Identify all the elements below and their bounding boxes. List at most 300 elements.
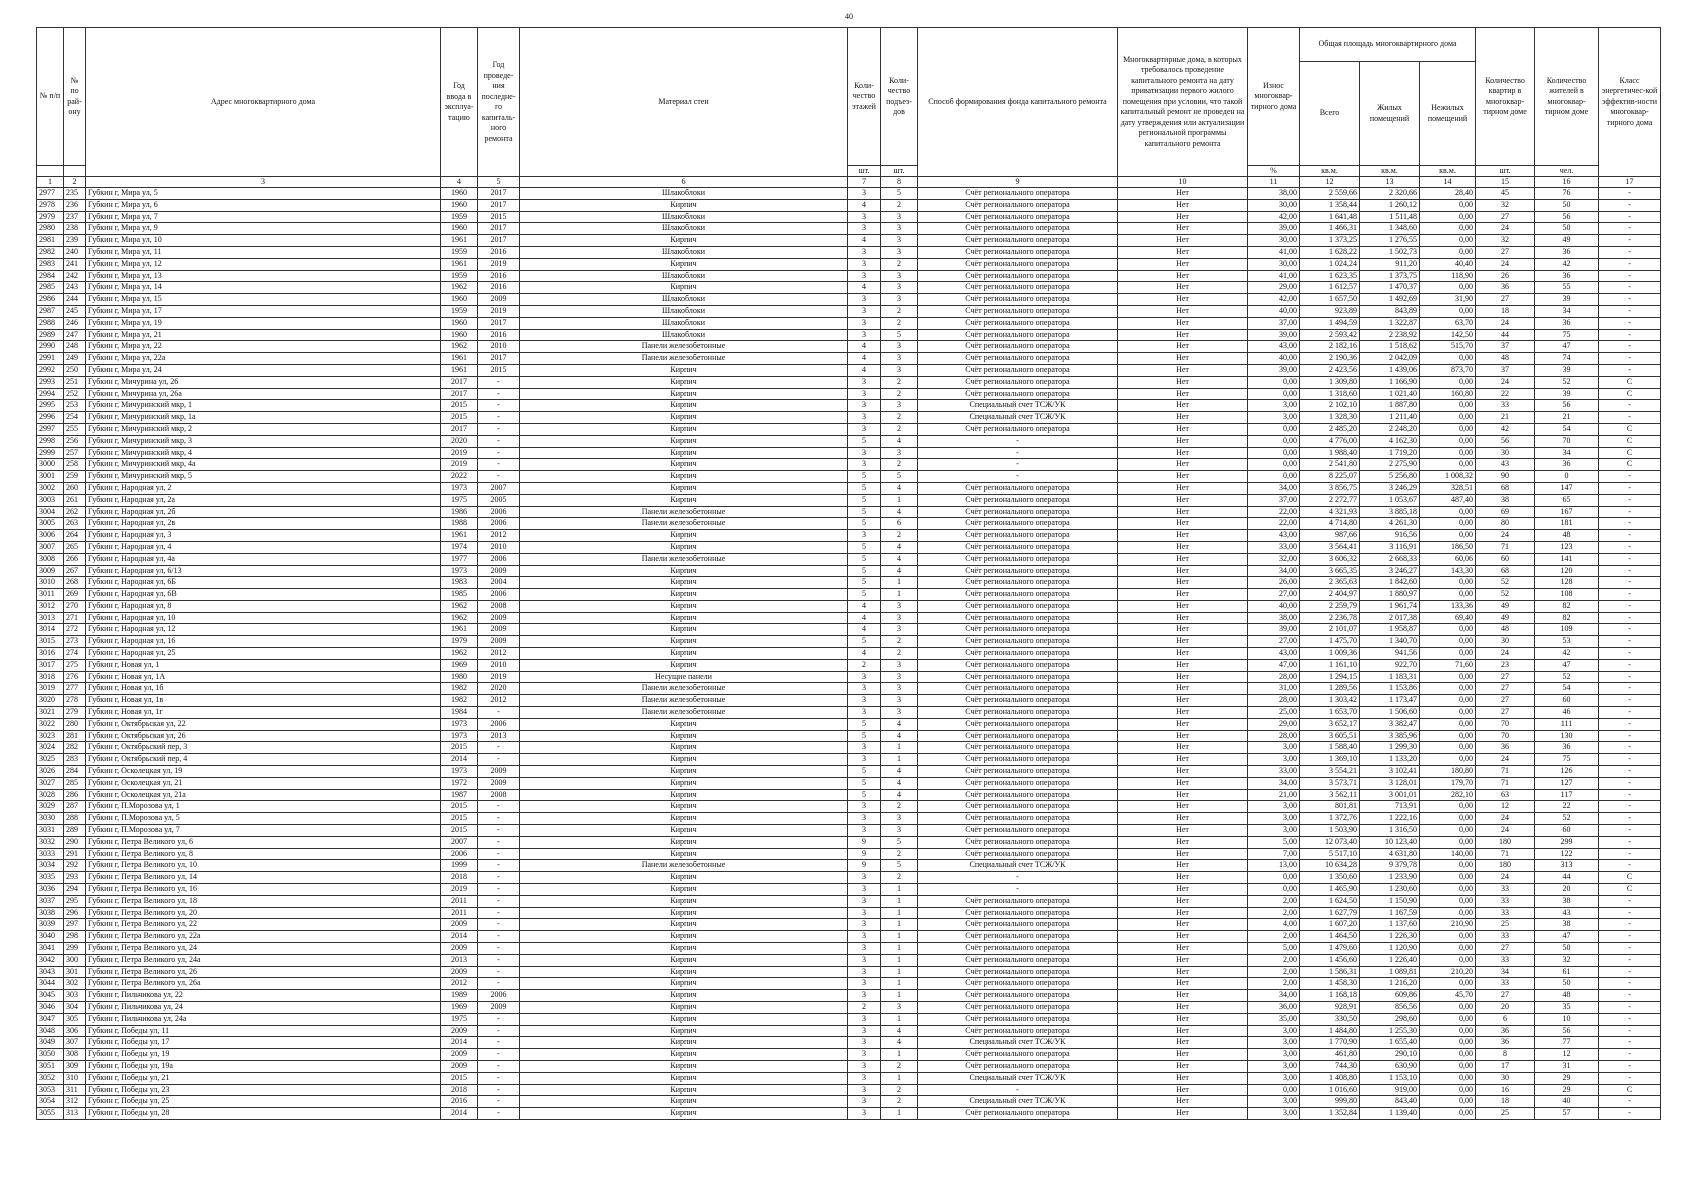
cell-address: Губкин г, Народная ул, 4 xyxy=(86,541,441,553)
cell-entrances: 2 xyxy=(881,801,918,813)
cell-area-nonresidential: 0,00 xyxy=(1420,978,1476,990)
table-row xyxy=(37,707,1661,719)
cell-area-total: 1 016,60 xyxy=(1300,1084,1360,1096)
cell-wear: 3,00 xyxy=(1248,742,1300,754)
cell-area-total: 1 464,50 xyxy=(1300,931,1360,943)
cell-area-nonresidential: 0,00 xyxy=(1420,530,1476,542)
cell-address: Губкин г, Народная ул, 2в xyxy=(86,518,441,530)
cell-district-number: 298 xyxy=(64,931,86,943)
cell-area-residential: 1 021,40 xyxy=(1360,388,1420,400)
cell-floors: 3 xyxy=(848,294,881,306)
cell-apartments: 27 xyxy=(1476,695,1535,707)
cell-area-nonresidential: 0,00 xyxy=(1420,954,1476,966)
cell-area-nonresidential: 31,90 xyxy=(1420,294,1476,306)
cell-wall-material: Панели железобетонные xyxy=(520,695,848,707)
cell-row-number: 3007 xyxy=(37,541,64,553)
cell-floors: 5 xyxy=(848,494,881,506)
cell-residents: 56 xyxy=(1535,211,1599,223)
cell-area-nonresidential: 0,00 xyxy=(1420,412,1476,424)
cell-residents: 70 xyxy=(1535,435,1599,447)
cell-residents: 50 xyxy=(1535,943,1599,955)
cell-area-residential: 1 133,20 xyxy=(1360,754,1420,766)
cell-area-nonresidential: 133,36 xyxy=(1420,600,1476,612)
cell-residents: 39 xyxy=(1535,364,1599,376)
cell-address: Губкин г, Пильчикова ул, 24а xyxy=(86,1013,441,1025)
cell-district-number: 304 xyxy=(64,1001,86,1013)
cell-district-number: 303 xyxy=(64,990,86,1002)
cell-address: Губкин г, Октябрьский пер, 3 xyxy=(86,742,441,754)
table-row xyxy=(37,577,1661,589)
cell-address: Губкин г, Мира ул, 11 xyxy=(86,246,441,258)
cell-privatization-repair: Нет xyxy=(1118,246,1248,258)
cell-area-nonresidential: 140,00 xyxy=(1420,848,1476,860)
cell-area-residential: 911,20 xyxy=(1360,258,1420,270)
cell-privatization-repair: Нет xyxy=(1118,990,1248,1002)
cell-last-repair-year: 2012 xyxy=(478,695,520,707)
cell-privatization-repair: Нет xyxy=(1118,1001,1248,1013)
cell-wear: 0,00 xyxy=(1248,388,1300,400)
table-row xyxy=(37,825,1661,837)
cell-privatization-repair: Нет xyxy=(1118,978,1248,990)
cell-district-number: 246 xyxy=(64,317,86,329)
cell-entrances: 5 xyxy=(881,836,918,848)
cell-address: Губкин г, Мира ул, 24 xyxy=(86,364,441,376)
cell-district-number: 283 xyxy=(64,754,86,766)
cell-fund-method: Счёт регионального оператора xyxy=(918,813,1118,825)
cell-floors: 3 xyxy=(848,931,881,943)
cell-fund-method: Счёт регионального оператора xyxy=(918,305,1118,317)
cell-year-built: 2018 xyxy=(441,872,478,884)
cell-address: Губкин г, Народная ул, 3 xyxy=(86,530,441,542)
cell-apartments: 21 xyxy=(1476,412,1535,424)
cell-wear: 30,00 xyxy=(1248,199,1300,211)
cell-area-residential: 1 439,06 xyxy=(1360,364,1420,376)
cell-wall-material: Кирпич xyxy=(520,282,848,294)
cell-wall-material: Кирпич xyxy=(520,836,848,848)
cell-area-nonresidential: 142,50 xyxy=(1420,329,1476,341)
cell-energy-class: - xyxy=(1599,400,1661,412)
cell-district-number: 302 xyxy=(64,978,86,990)
cell-privatization-repair: Нет xyxy=(1118,1072,1248,1084)
cell-area-residential: 1 880,97 xyxy=(1360,589,1420,601)
table-row xyxy=(37,235,1661,247)
cell-fund-method: Счёт регионального оператора xyxy=(918,376,1118,388)
cell-row-number: 2999 xyxy=(37,447,64,459)
cell-entrances: 4 xyxy=(881,435,918,447)
cell-privatization-repair: Нет xyxy=(1118,943,1248,955)
cell-apartments: 36 xyxy=(1476,742,1535,754)
table-row xyxy=(37,199,1661,211)
cell-last-repair-year: - xyxy=(478,1072,520,1084)
cell-energy-class: С xyxy=(1599,423,1661,435)
cell-fund-method: Счёт регионального оператора xyxy=(918,317,1118,329)
cell-entrances: 1 xyxy=(881,742,918,754)
cell-floors: 3 xyxy=(848,412,881,424)
cell-wear: 22,00 xyxy=(1248,506,1300,518)
cell-district-number: 301 xyxy=(64,966,86,978)
cell-address: Губкин г, Народная ул, 2 xyxy=(86,482,441,494)
cell-wear: 28,00 xyxy=(1248,730,1300,742)
cell-residents: 20 xyxy=(1535,884,1599,896)
cell-area-nonresidential: 0,00 xyxy=(1420,435,1476,447)
cell-privatization-repair: Нет xyxy=(1118,577,1248,589)
cell-address: Губкин г, Петра Великого ул, 22 xyxy=(86,919,441,931)
table-row xyxy=(37,943,1661,955)
cell-area-total: 1 358,44 xyxy=(1300,199,1360,211)
cell-last-repair-year: - xyxy=(478,848,520,860)
table-row xyxy=(37,884,1661,896)
cell-address: Губкин г, Пильчикова ул, 22 xyxy=(86,990,441,1002)
cell-row-number: 2995 xyxy=(37,400,64,412)
cell-floors: 5 xyxy=(848,589,881,601)
cell-district-number: 247 xyxy=(64,329,86,341)
cell-energy-class: - xyxy=(1599,364,1661,376)
cell-year-built: 1960 xyxy=(441,329,478,341)
table-row xyxy=(37,364,1661,376)
cell-area-nonresidential: 0,00 xyxy=(1420,742,1476,754)
cell-address: Губкин г, Мичуринский мкр, 4а xyxy=(86,459,441,471)
cell-wear: 3,00 xyxy=(1248,1060,1300,1072)
cell-wear: 13,00 xyxy=(1248,860,1300,872)
cell-area-total: 1 456,60 xyxy=(1300,954,1360,966)
cell-floors: 4 xyxy=(848,600,881,612)
cell-fund-method: Счёт регионального оператора xyxy=(918,1001,1118,1013)
cell-address: Губкин г, Народная ул, 6В xyxy=(86,589,441,601)
table-row xyxy=(37,907,1661,919)
cell-energy-class: - xyxy=(1599,707,1661,719)
cell-wear: 0,00 xyxy=(1248,376,1300,388)
cell-address: Губкин г, Мира ул, 17 xyxy=(86,305,441,317)
cell-entrances: 3 xyxy=(881,612,918,624)
cell-apartments: 24 xyxy=(1476,376,1535,388)
cell-energy-class: - xyxy=(1599,518,1661,530)
cell-residents: 141 xyxy=(1535,553,1599,565)
cell-last-repair-year: - xyxy=(478,1084,520,1096)
cell-energy-class: - xyxy=(1599,848,1661,860)
cell-apartments: 20 xyxy=(1476,1001,1535,1013)
cell-area-total: 3 606,32 xyxy=(1300,553,1360,565)
cell-entrances: 2 xyxy=(881,636,918,648)
cell-wear: 37,00 xyxy=(1248,494,1300,506)
cell-fund-method: Счёт регионального оператора xyxy=(918,707,1118,719)
cell-entrances: 1 xyxy=(881,754,918,766)
cell-floors: 3 xyxy=(848,329,881,341)
cell-residents: 36 xyxy=(1535,270,1599,282)
cell-fund-method: Счёт регионального оператора xyxy=(918,671,1118,683)
cell-fund-method: Счёт регионального оператора xyxy=(918,530,1118,542)
cell-area-nonresidential: 0,00 xyxy=(1420,589,1476,601)
cell-area-total: 1 607,20 xyxy=(1300,919,1360,931)
table-row xyxy=(37,188,1661,200)
cell-last-repair-year: 2009 xyxy=(478,612,520,624)
cell-residents: 130 xyxy=(1535,730,1599,742)
cell-area-nonresidential: 0,00 xyxy=(1420,943,1476,955)
cell-entrances: 2 xyxy=(881,1096,918,1108)
table-row xyxy=(37,612,1661,624)
cell-privatization-repair: Нет xyxy=(1118,317,1248,329)
cell-floors: 5 xyxy=(848,435,881,447)
cell-residents: 57 xyxy=(1535,1108,1599,1120)
cell-wear: 22,00 xyxy=(1248,518,1300,530)
cell-floors: 3 xyxy=(848,1084,881,1096)
cell-area-residential: 4 162,30 xyxy=(1360,435,1420,447)
cell-address: Губкин г, Новая ул, 1А xyxy=(86,671,441,683)
cell-wear: 28,00 xyxy=(1248,695,1300,707)
cell-area-total: 1 309,80 xyxy=(1300,376,1360,388)
cell-floors: 2 xyxy=(848,659,881,671)
cell-area-nonresidential: 0,00 xyxy=(1420,872,1476,884)
cell-area-total: 2 102,10 xyxy=(1300,400,1360,412)
cell-district-number: 258 xyxy=(64,459,86,471)
cell-entrances: 2 xyxy=(881,1084,918,1096)
cell-year-built: 2014 xyxy=(441,1037,478,1049)
cell-residents: 56 xyxy=(1535,400,1599,412)
cell-floors: 3 xyxy=(848,223,881,235)
table-row xyxy=(37,1108,1661,1120)
cell-apartments: 18 xyxy=(1476,1096,1535,1108)
cell-district-number: 266 xyxy=(64,553,86,565)
unit-apartments: шт. xyxy=(1476,166,1535,177)
cell-entrances: 1 xyxy=(881,494,918,506)
cell-floors: 3 xyxy=(848,1072,881,1084)
cell-entrances: 6 xyxy=(881,518,918,530)
header-apartments: Количество квартир в многоквар-тирном доме xyxy=(1476,28,1535,166)
table-row xyxy=(37,789,1661,801)
header-row-number: № п/п xyxy=(37,28,64,166)
cell-district-number: 276 xyxy=(64,671,86,683)
cell-wall-material: Панели железобетонные xyxy=(520,506,848,518)
cell-fund-method: Счёт регионального оператора xyxy=(918,600,1118,612)
table-row xyxy=(37,329,1661,341)
cell-apartments: 90 xyxy=(1476,471,1535,483)
cell-floors: 3 xyxy=(848,376,881,388)
cell-privatization-repair: Нет xyxy=(1118,624,1248,636)
cell-row-number: 3053 xyxy=(37,1084,64,1096)
cell-address: Губкин г, Новая ул, 1б xyxy=(86,683,441,695)
cell-address: Губкин г, Петра Великого ул, 24а xyxy=(86,954,441,966)
cell-area-residential: 3 128,01 xyxy=(1360,777,1420,789)
cell-area-total: 1 294,15 xyxy=(1300,671,1360,683)
cell-area-total: 1 408,80 xyxy=(1300,1072,1360,1084)
cell-energy-class: - xyxy=(1599,825,1661,837)
cell-year-built: 2019 xyxy=(441,884,478,896)
cell-fund-method: Счёт регионального оператора xyxy=(918,388,1118,400)
cell-residents: 54 xyxy=(1535,683,1599,695)
cell-apartments: 33 xyxy=(1476,400,1535,412)
table-row xyxy=(37,589,1661,601)
cell-area-nonresidential: 0,00 xyxy=(1420,305,1476,317)
cell-wall-material: Шлакоблоки xyxy=(520,211,848,223)
cell-area-total: 1 588,40 xyxy=(1300,742,1360,754)
cell-year-built: 1961 xyxy=(441,353,478,365)
cell-address: Губкин г, Пильчикова ул, 24 xyxy=(86,1001,441,1013)
cell-fund-method: Счёт регионального оператора xyxy=(918,494,1118,506)
cell-row-number: 3022 xyxy=(37,718,64,730)
table-row xyxy=(37,423,1661,435)
cell-area-residential: 2 668,33 xyxy=(1360,553,1420,565)
cell-entrances: 3 xyxy=(881,341,918,353)
cell-area-residential: 609,86 xyxy=(1360,990,1420,1002)
cell-apartments: 18 xyxy=(1476,305,1535,317)
cell-energy-class: - xyxy=(1599,990,1661,1002)
cell-energy-class: - xyxy=(1599,919,1661,931)
cell-privatization-repair: Нет xyxy=(1118,494,1248,506)
cell-area-nonresidential: 0,00 xyxy=(1420,423,1476,435)
cell-row-number: 3036 xyxy=(37,884,64,896)
cell-floors: 3 xyxy=(848,188,881,200)
cell-fund-method: Счёт регионального оператора xyxy=(918,246,1118,258)
cell-wear: 34,00 xyxy=(1248,990,1300,1002)
cell-entrances: 1 xyxy=(881,1013,918,1025)
cell-wall-material: Шлакоблоки xyxy=(520,270,848,282)
cell-district-number: 297 xyxy=(64,919,86,931)
cell-year-built: 2015 xyxy=(441,813,478,825)
cell-row-number: 3031 xyxy=(37,825,64,837)
cell-address: Губкин г, Победы ул, 21 xyxy=(86,1072,441,1084)
cell-district-number: 300 xyxy=(64,954,86,966)
cell-residents: 120 xyxy=(1535,565,1599,577)
cell-row-number: 2984 xyxy=(37,270,64,282)
cell-year-built: 2013 xyxy=(441,954,478,966)
cell-area-total: 1 168,18 xyxy=(1300,990,1360,1002)
cell-wear: 0,00 xyxy=(1248,435,1300,447)
cell-address: Губкин г, Мира ул, 5 xyxy=(86,188,441,200)
cell-wear: 4,00 xyxy=(1248,919,1300,931)
cell-district-number: 269 xyxy=(64,589,86,601)
cell-energy-class: - xyxy=(1599,223,1661,235)
cell-wall-material: Кирпич xyxy=(520,530,848,542)
cell-year-built: 1982 xyxy=(441,683,478,695)
cell-entrances: 2 xyxy=(881,412,918,424)
cell-energy-class: - xyxy=(1599,954,1661,966)
header-total-area-group: Общая площадь многоквартирного дома xyxy=(1300,28,1476,62)
cell-wall-material: Кирпич xyxy=(520,541,848,553)
cell-area-total: 1 503,90 xyxy=(1300,825,1360,837)
cell-area-nonresidential: 0,00 xyxy=(1420,683,1476,695)
cell-fund-method: Счёт регионального оператора xyxy=(918,742,1118,754)
cell-last-repair-year: - xyxy=(478,966,520,978)
cell-year-built: 1973 xyxy=(441,718,478,730)
cell-address: Губкин г, Петра Великого ул, 16 xyxy=(86,884,441,896)
cell-residents: 34 xyxy=(1535,305,1599,317)
header-area-total: Всего xyxy=(1300,62,1360,166)
cell-year-built: 1959 xyxy=(441,246,478,258)
cell-district-number: 281 xyxy=(64,730,86,742)
cell-fund-method: Счёт регионального оператора xyxy=(918,919,1118,931)
cell-wall-material: Кирпич xyxy=(520,423,848,435)
cell-entrances: 5 xyxy=(881,329,918,341)
cell-floors: 3 xyxy=(848,813,881,825)
cell-floors: 3 xyxy=(848,459,881,471)
cell-privatization-repair: Нет xyxy=(1118,636,1248,648)
cell-area-residential: 10 123,40 xyxy=(1360,836,1420,848)
cell-area-residential: 1 153,86 xyxy=(1360,683,1420,695)
cell-address: Губкин г, Мира ул, 7 xyxy=(86,211,441,223)
cell-area-nonresidential: 0,00 xyxy=(1420,459,1476,471)
cell-district-number: 306 xyxy=(64,1025,86,1037)
cell-residents: 82 xyxy=(1535,612,1599,624)
cell-last-repair-year: - xyxy=(478,471,520,483)
cell-area-total: 1 289,56 xyxy=(1300,683,1360,695)
cell-floors: 3 xyxy=(848,530,881,542)
column-number: 6 xyxy=(520,177,848,188)
cell-area-residential: 856,56 xyxy=(1360,1001,1420,1013)
cell-district-number: 284 xyxy=(64,766,86,778)
cell-privatization-repair: Нет xyxy=(1118,895,1248,907)
column-number: 13 xyxy=(1360,177,1420,188)
header-last-repair-year: Год проведе-ния последне-го капиталь-ного ремонта xyxy=(478,28,520,177)
cell-district-number: 312 xyxy=(64,1096,86,1108)
cell-address: Губкин г, П.Морозова ул, 5 xyxy=(86,813,441,825)
cell-energy-class: - xyxy=(1599,895,1661,907)
cell-year-built: 2014 xyxy=(441,1108,478,1120)
cell-row-number: 3020 xyxy=(37,695,64,707)
cell-entrances: 3 xyxy=(881,671,918,683)
cell-row-number: 2996 xyxy=(37,412,64,424)
cell-wear: 39,00 xyxy=(1248,364,1300,376)
cell-year-built: 1960 xyxy=(441,223,478,235)
cell-row-number: 3012 xyxy=(37,600,64,612)
cell-area-nonresidential: 0,00 xyxy=(1420,860,1476,872)
cell-apartments: 33 xyxy=(1476,978,1535,990)
cell-area-nonresidential: 0,00 xyxy=(1420,1013,1476,1025)
cell-residents: 167 xyxy=(1535,506,1599,518)
cell-area-total: 2 559,66 xyxy=(1300,188,1360,200)
cell-year-built: 1962 xyxy=(441,600,478,612)
cell-area-nonresidential: 0,00 xyxy=(1420,353,1476,365)
table-row xyxy=(37,742,1661,754)
cell-wall-material: Кирпич xyxy=(520,459,848,471)
cell-area-nonresidential: 40,40 xyxy=(1420,258,1476,270)
cell-fund-method: Счёт регионального оператора xyxy=(918,718,1118,730)
table-row xyxy=(37,872,1661,884)
cell-area-nonresidential: 160,80 xyxy=(1420,388,1476,400)
cell-last-repair-year: 2017 xyxy=(478,353,520,365)
page-number: 40 xyxy=(845,12,853,21)
cell-entrances: 3 xyxy=(881,223,918,235)
cell-last-repair-year: 2006 xyxy=(478,553,520,565)
cell-fund-method: Счёт регионального оператора xyxy=(918,683,1118,695)
table-row xyxy=(37,836,1661,848)
cell-apartments: 71 xyxy=(1476,766,1535,778)
cell-fund-method: Счёт регионального оператора xyxy=(918,565,1118,577)
column-number-row xyxy=(37,177,1661,188)
cell-wall-material: Панели железобетонные xyxy=(520,353,848,365)
cell-wall-material: Кирпич xyxy=(520,813,848,825)
cell-floors: 5 xyxy=(848,718,881,730)
cell-area-residential: 1 137,60 xyxy=(1360,919,1420,931)
cell-fund-method: Счёт регионального оператора xyxy=(918,1025,1118,1037)
cell-privatization-repair: Нет xyxy=(1118,423,1248,435)
cell-entrances: 4 xyxy=(881,766,918,778)
cell-privatization-repair: Нет xyxy=(1118,270,1248,282)
cell-district-number: 245 xyxy=(64,305,86,317)
cell-privatization-repair: Нет xyxy=(1118,648,1248,660)
cell-row-number: 2983 xyxy=(37,258,64,270)
cell-entrances: 2 xyxy=(881,648,918,660)
cell-district-number: 307 xyxy=(64,1037,86,1049)
cell-privatization-repair: Нет xyxy=(1118,671,1248,683)
cell-privatization-repair: Нет xyxy=(1118,600,1248,612)
cell-year-built: 1989 xyxy=(441,990,478,1002)
cell-entrances: 3 xyxy=(881,270,918,282)
cell-year-built: 1973 xyxy=(441,565,478,577)
cell-row-number: 3001 xyxy=(37,471,64,483)
cell-area-total: 1 770,90 xyxy=(1300,1037,1360,1049)
cell-area-nonresidential: 0,00 xyxy=(1420,1072,1476,1084)
cell-area-nonresidential: 28,40 xyxy=(1420,188,1476,200)
cell-entrances: 1 xyxy=(881,990,918,1002)
